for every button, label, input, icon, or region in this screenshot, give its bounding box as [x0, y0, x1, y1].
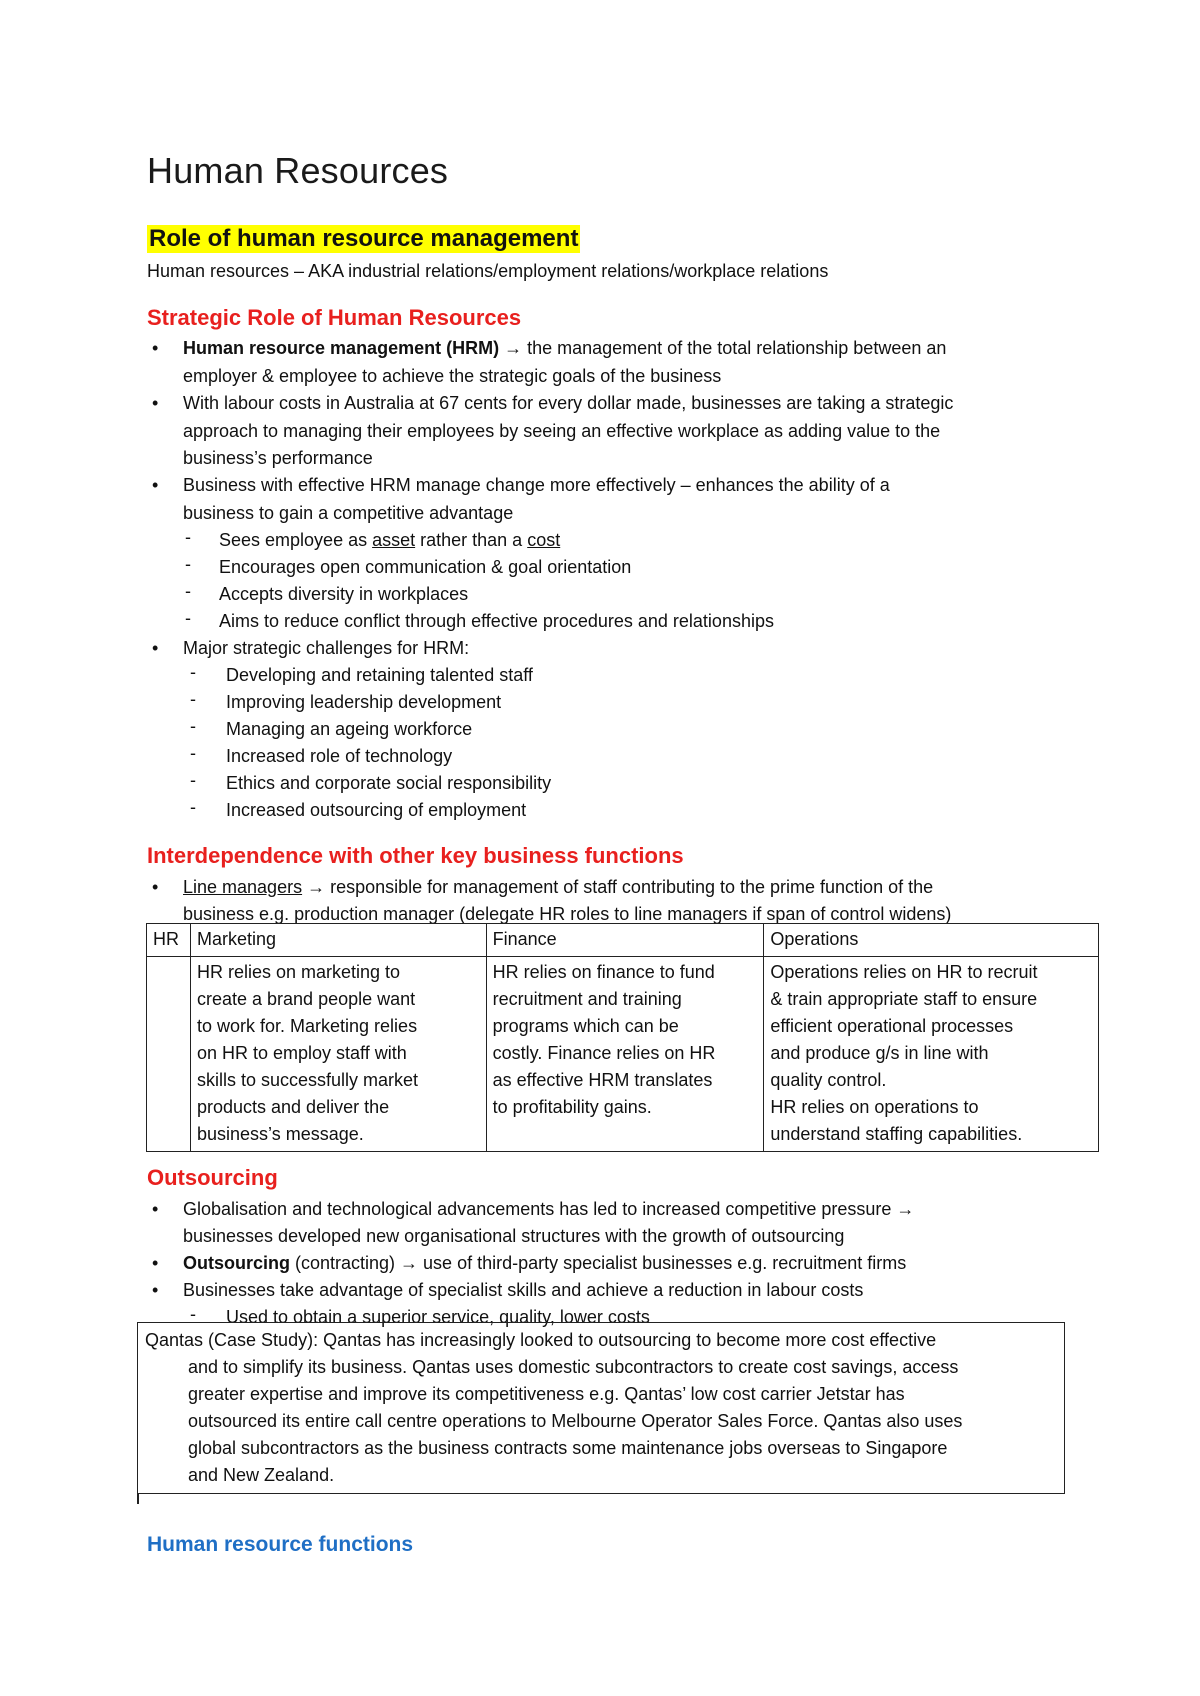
case-study-line: and to simplify its business. Qantas uses domestic subcontractors to create cost savings, access — [188, 1357, 959, 1377]
cell-line: on HR to employ staff with — [196, 1043, 407, 1063]
dash-icon: - — [185, 527, 191, 547]
strategic-bullet-4: Major strategic challenges for HRM: — [183, 638, 470, 658]
cell-line: HR relies on marketing to — [196, 962, 401, 982]
cell-line: skills to successfully market — [196, 1070, 419, 1090]
outsourcing-bullet-3: Businesses take advantage of specialist skills and achieve a reduction in labour costs — [183, 1280, 864, 1300]
hr-interdependence-table — [146, 923, 1099, 1152]
heading-hr-functions: Human resource functions — [147, 1533, 414, 1556]
cell-line: and produce g/s in line with — [770, 1043, 989, 1063]
heading-outsourcing: Outsourcing — [147, 1165, 278, 1190]
challenge-item: Developing and retaining talented staff — [226, 665, 533, 685]
arrow-icon: → — [896, 1199, 915, 1219]
table-corner-cell: HR — [147, 924, 191, 957]
hrm-term: Human resource management (HRM) — [183, 338, 500, 358]
cost-term: cost — [527, 530, 561, 550]
outsourcing-text: Globalisation and technological advancements has led to increased competitive pressure — [183, 1199, 897, 1219]
dash-icon: - — [190, 716, 196, 736]
dash-icon: - — [190, 743, 196, 763]
bullet-icon: • — [152, 393, 159, 413]
qantas-case-study-box — [137, 1322, 1065, 1494]
outsourcing-sub-bullet: Used to obtain a superior service, quality, lower costs — [226, 1307, 650, 1327]
table-empty-cell — [147, 957, 191, 1152]
case-study-line: Qantas (Case Study): Qantas has increasingly looked to outsourcing to become more cost effective — [145, 1330, 937, 1350]
dash-icon: - — [190, 797, 196, 817]
strategic-bullet-3-line-2: business to gain a competitive advantage — [183, 503, 514, 523]
table-header-row — [147, 924, 1099, 957]
hr-aka-line: Human resources – AKA industrial relations/employment relations/workplace relations — [147, 261, 829, 281]
outsourcing-definition: use of third-party specialist businesses e.g. recruitment firms — [418, 1253, 907, 1273]
dash-icon: - — [190, 770, 196, 790]
case-study-line: outsourced its entire call centre operations to Melbourne Operator Sales Force. Qantas also uses — [188, 1411, 963, 1431]
strategic-bullet-1 — [183, 335, 946, 362]
case-study-line: and New Zealand. — [188, 1465, 335, 1485]
outsourcing-bullet-1-line-2: businesses developed new organisational structures with the growth of outsourcing — [183, 1226, 845, 1246]
strategic-bullet-1-cont: employer & employee to achieve the strategic goals of the business — [183, 366, 722, 386]
bullet-icon: • — [152, 1280, 159, 1300]
box-border-tick — [137, 1494, 139, 1504]
challenge-item: Increased role of technology — [226, 746, 453, 766]
sub-bullet-communication: Encourages open communication & goal orientation — [219, 557, 632, 577]
cell-line: Operations relies on HR to recruit — [770, 962, 1038, 982]
case-study-line: global subcontractors as the business contracts some maintenance jobs overseas to Singapore — [188, 1438, 948, 1458]
cell-line: as effective HRM translates — [492, 1070, 713, 1090]
outsourcing-term: Outsourcing — [183, 1253, 290, 1273]
arrow-icon: → — [307, 877, 326, 897]
sub-text: Sees employee as — [219, 530, 373, 550]
sub-bullet-conflict: Aims to reduce conflict through effective procedures and relationships — [219, 611, 774, 631]
strategic-bullet-2-line-1: With labour costs in Australia at 67 cents for every dollar made, businesses are taking a strategic — [183, 393, 954, 413]
heading-interdependence: Interdependence with other key business functions — [147, 843, 684, 868]
dash-icon: - — [190, 689, 196, 709]
cell-line: HR relies on finance to fund — [492, 962, 715, 982]
table-cell-operations — [764, 957, 1099, 1152]
dash-icon: - — [190, 662, 196, 682]
line-managers-term: Line managers — [183, 877, 303, 897]
cell-line: recruitment and training — [492, 989, 682, 1009]
cell-line: create a brand people want — [196, 989, 416, 1009]
cell-line: programs which can be — [492, 1016, 679, 1036]
bullet-icon: • — [152, 338, 159, 358]
bullet-icon: • — [152, 638, 159, 658]
cell-line: HR relies on operations to — [770, 1097, 979, 1117]
cell-line: products and deliver the — [196, 1097, 390, 1117]
challenge-item: Improving leadership development — [226, 692, 502, 712]
challenge-item: Managing an ageing workforce — [226, 719, 473, 739]
table-header-operations: Operations — [764, 924, 1099, 957]
hrm-definition: the management of the total relationship between an — [522, 338, 947, 358]
asset-term: asset — [372, 530, 416, 550]
strategic-bullet-2-line-3: business’s performance — [183, 448, 373, 468]
heading-strategic-role: Strategic Role of Human Resources — [147, 305, 522, 330]
table-row — [147, 957, 1099, 1152]
outsourcing-bullet-1-line-1 — [183, 1196, 914, 1223]
cell-line: efficient operational processes — [770, 1016, 1014, 1036]
dash-icon: - — [185, 581, 191, 601]
bullet-icon: • — [152, 1253, 159, 1273]
cell-line: costly. Finance relies on HR — [492, 1043, 716, 1063]
cell-line: & train appropriate staff to ensure — [770, 989, 1038, 1009]
table-header-marketing: Marketing — [190, 924, 486, 957]
bullet-icon: • — [152, 1199, 159, 1219]
table-cell-marketing — [190, 957, 486, 1152]
line-managers-definition: responsible for management of staff contributing to the prime function of the — [325, 877, 934, 897]
line-managers-bullet — [183, 874, 933, 901]
line-managers-bullet-cont: business e.g. production manager (delegate HR roles to line managers if span of control widens) — [183, 904, 952, 924]
arrow-icon: → — [400, 1253, 419, 1273]
challenge-item: Ethics and corporate social responsibility — [226, 773, 552, 793]
strategic-bullet-3-line-1: Business with effective HRM manage change more effectively – enhances the ability of a — [183, 475, 890, 495]
sub-bullet-asset — [219, 527, 560, 554]
outsourcing-text: (contracting) — [290, 1253, 401, 1273]
sub-text: rather than a — [415, 530, 528, 550]
cell-line: to profitability gains. — [492, 1097, 652, 1117]
bullet-icon: • — [152, 475, 159, 495]
sub-bullet-diversity: Accepts diversity in workplaces — [219, 584, 469, 604]
table-cell-finance — [486, 957, 764, 1152]
dash-icon: - — [190, 1304, 196, 1324]
case-study-line: greater expertise and improve its competitiveness e.g. Qantas’ low cost carrier Jetstar has — [188, 1384, 905, 1404]
challenge-item: Increased outsourcing of employment — [226, 800, 527, 820]
section-heading-role-of-hrm: Role of human resource management — [149, 225, 579, 252]
table-header-finance: Finance — [486, 924, 764, 957]
strategic-bullet-2-line-2: approach to managing their employees by seeing an effective workplace as adding value to the — [183, 421, 941, 441]
arrow-icon: → — [504, 338, 523, 358]
cell-line: quality control. — [770, 1070, 887, 1090]
cell-line: business’s message. — [196, 1124, 364, 1144]
page-title: Human Resources — [147, 150, 449, 191]
cell-line: understand staffing capabilities. — [770, 1124, 1023, 1144]
dash-icon: - — [185, 554, 191, 574]
bullet-icon: • — [152, 877, 159, 897]
outsourcing-bullet-2 — [183, 1250, 906, 1277]
dash-icon: - — [185, 608, 191, 628]
cell-line: to work for. Marketing relies — [196, 1016, 418, 1036]
